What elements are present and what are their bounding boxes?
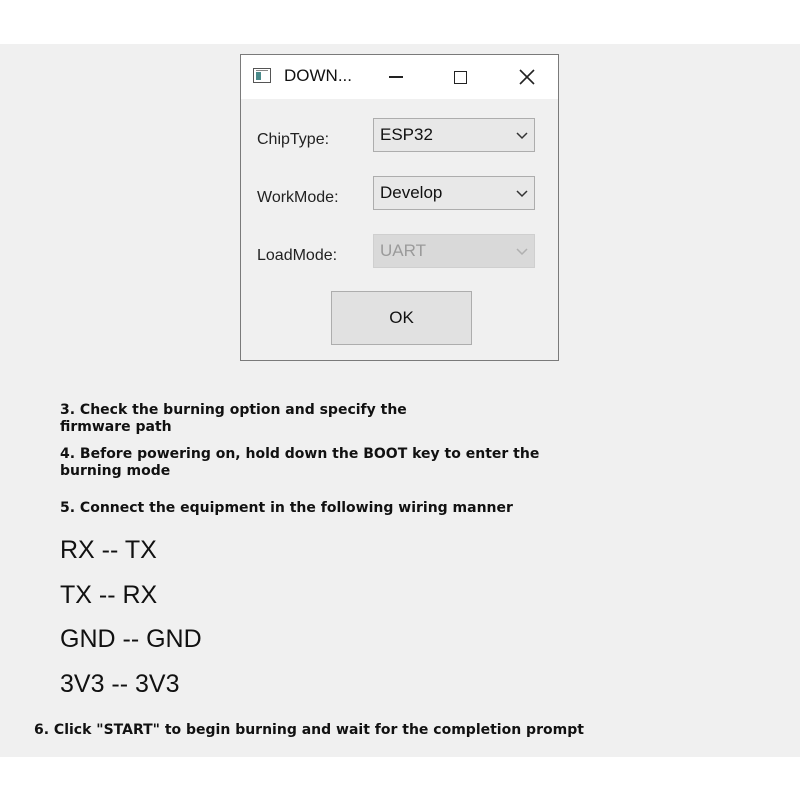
- close-button[interactable]: [515, 65, 539, 89]
- chevron-down-icon: [516, 130, 528, 140]
- step-6-text: 6. Click "START" to begin burning and wait for the completion prompt: [34, 722, 584, 738]
- chip-type-select[interactable]: [373, 118, 535, 152]
- chevron-down-icon: [516, 246, 528, 256]
- wiring-line: GND -- GND: [60, 625, 202, 653]
- load-mode-select: [373, 234, 535, 268]
- work-mode-value: Develop: [380, 183, 443, 202]
- download-dialog: [240, 54, 559, 361]
- step-3-text: 3. Check the burning option and specify the firmware path: [60, 402, 407, 435]
- step-4-text: 4. Before powering on, hold down the BOOT key to enter the burning mode: [60, 446, 540, 479]
- work-mode-select[interactable]: [373, 176, 535, 210]
- load-mode-label: LoadMode:: [257, 247, 338, 264]
- chip-type-value: ESP32: [380, 125, 433, 144]
- maximize-button[interactable]: [448, 65, 472, 89]
- chevron-down-icon: [516, 188, 528, 198]
- app-window-icon: [253, 68, 271, 83]
- ok-button[interactable]: OK: [331, 291, 472, 345]
- wiring-line: 3V3 -- 3V3: [60, 670, 180, 698]
- dialog-title: DOWN...: [284, 66, 352, 85]
- minimize-button[interactable]: [384, 65, 408, 89]
- wiring-line: TX -- RX: [60, 581, 158, 609]
- load-mode-value: UART: [380, 241, 426, 260]
- close-icon: [519, 69, 535, 85]
- wiring-line: RX -- TX: [60, 536, 157, 564]
- title-bar: [241, 55, 558, 99]
- step-5-text: 5. Connect the equipment in the following wiring manner: [60, 500, 513, 516]
- work-mode-label: WorkMode:: [257, 189, 339, 206]
- chip-type-label: ChipType:: [257, 131, 330, 148]
